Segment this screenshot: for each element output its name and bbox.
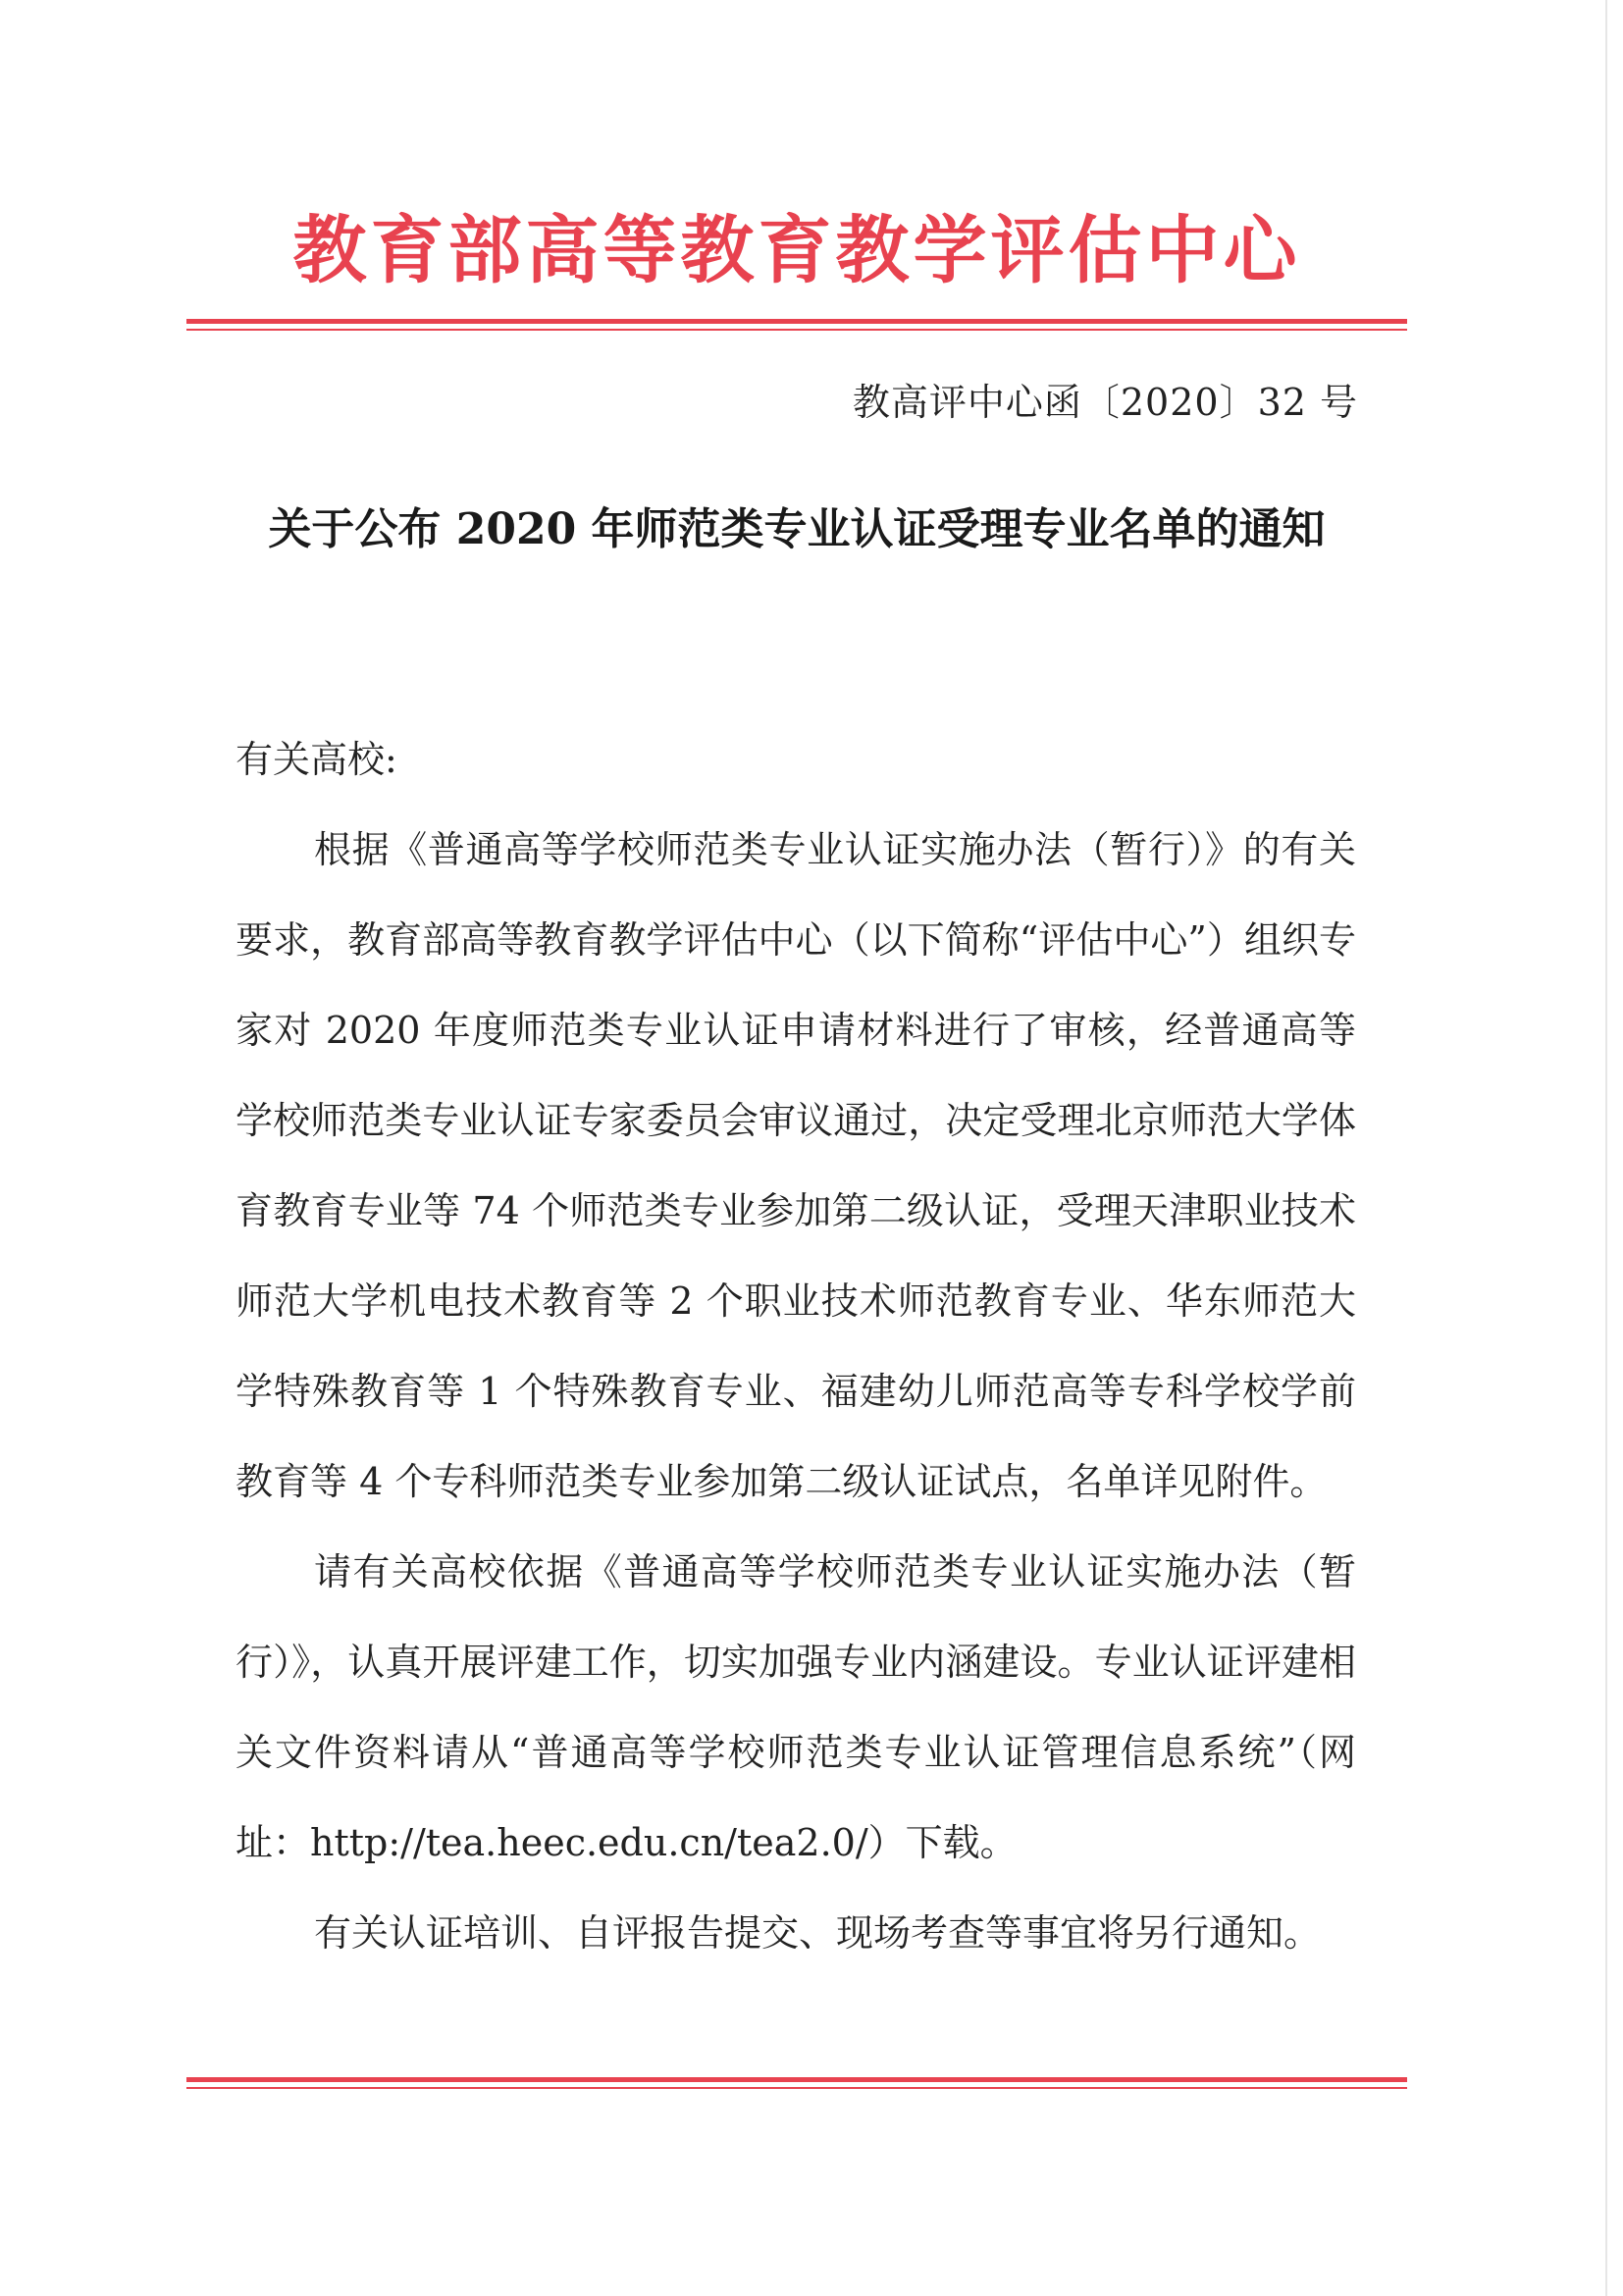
letterhead-title: 教育部高等教育教学评估中心: [292, 207, 1301, 293]
rule-thick-line: [186, 319, 1407, 324]
document-body: [236, 714, 1356, 1978]
rule-thin-line: [186, 329, 1407, 331]
salutation: 有关高校:: [236, 738, 397, 781]
paragraph-3: 有关认证培训、自评报告提交、现场考查等事宜将另行通知。: [314, 1911, 1322, 1955]
paragraph-2: 请有关高校依据《普通高等学校师范类专业认证实施办法（暂行）》，认真开展评建工作，切实加强专业内涵建设。专业认证评建相关文件资料请从“普通高等学校师范类专业认证管理信息系统”（网址：http://tea.heec.edu.cn/tea2.0/）下载。: [236, 1550, 1356, 1864]
document-title: 关于公布 2020 年师范类专业认证受理专业名单的通知: [268, 504, 1326, 554]
letterhead-rule-top: [186, 319, 1407, 331]
rule-thin-line: [186, 2087, 1407, 2089]
rule-thick-line: [186, 2077, 1407, 2082]
scan-edge: [1605, 0, 1607, 2296]
document-number: 教高评中心函〔2020〕32 号: [852, 381, 1358, 424]
paragraph-1: 根据《普通高等学校师范类专业认证实施办法（暂行）》的有关要求，教育部高等教育教学评估中心（以下简称“评估中心”）组织专家对 2020 年度师范类专业认证申请材料进行了审核，经普通高等学校师范类专业认证专家委员会审议通过，决定受理北京师范大学体育教育专业等 74 个师范类专业参加第二级认证，受理天津职业技术师范大学机电技术教育等 2 个职业技术师范教育专业、华东师范大学特殊教育等 1 个特殊教育专业、福建幼儿师范高等专科学校学前教育等 4 个专科师范类专业参加第二级认证试点，名单详见附件。: [236, 828, 1356, 1503]
footer-rule: [186, 2077, 1407, 2089]
